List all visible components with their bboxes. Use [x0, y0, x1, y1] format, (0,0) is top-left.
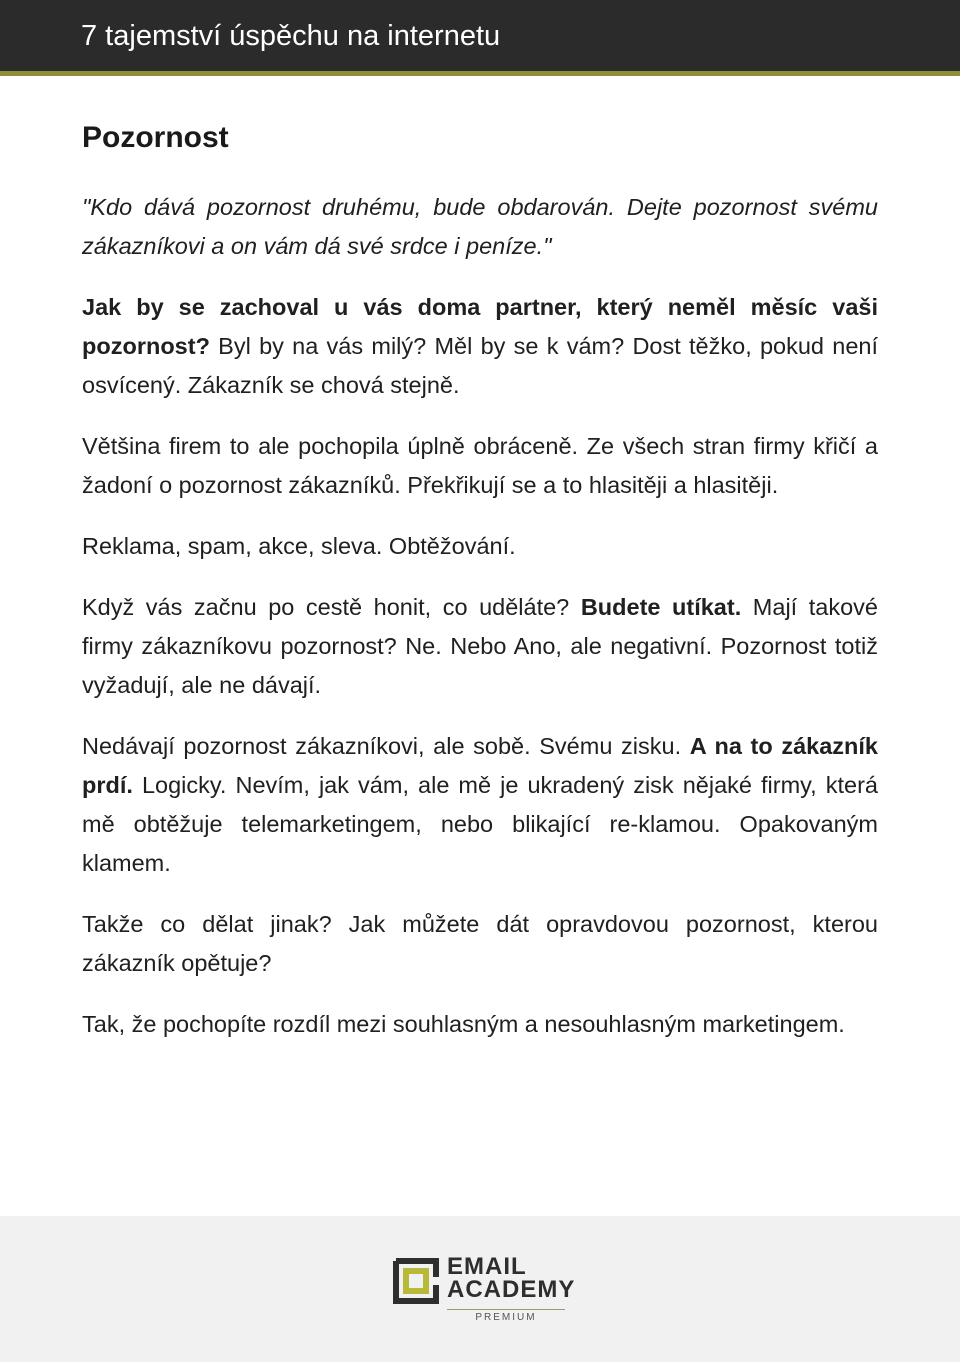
email-academy-logo: [392, 1253, 582, 1329]
paragraph-5-bold: A na to zákazník prdí.: [82, 733, 878, 798]
page-content: [82, 118, 878, 1066]
paragraph-4-text-b: Mají takové firmy zákazníkovu pozornost? Ne. Nebo Ano, ale negativní. Pozornost totiž vyžadují, ale ne dávají.: [82, 594, 878, 698]
document-title: 7 tajemství úspěchu na internetu: [81, 20, 501, 52]
logo-text-line-1: EMAIL: [447, 1253, 527, 1280]
paragraph-4-bold: Budete utíkat.: [580, 594, 742, 620]
header-bar: [0, 0, 960, 76]
logo-text-line-3: PREMIUM: [447, 1309, 565, 1323]
paragraph-2: Většina firem to ale pochopila úplně obráceně. Ze všech stran firmy křičí a žadoní o pozornost zákazníků. Překřikují se a to hlasitěji a hlasitěji.: [82, 433, 878, 498]
logo-text-line-2: ACADEMY: [447, 1276, 576, 1303]
paragraph-4-text-a: Když vás začnu po cestě honit, co uděláte?: [82, 594, 581, 620]
quote-paragraph: "Kdo dává pozornost druhému, bude obdarován. Dejte pozornost svému zákazníkovi a on vám dá své srdce i peníze.": [82, 194, 878, 259]
section-title: Pozornost: [82, 121, 229, 154]
paragraph-5-text-a: Nedávají pozornost zákazníkovi, ale sobě. Svému zisku.: [82, 733, 690, 759]
paragraph-5-text-b: Logicky. Nevím, jak vám, ale mě je ukradený zisk nějaké firmy, která mě obtěžuje telemarketingem, nebo blikající re-klamou. Opakovaným klamem.: [82, 772, 878, 876]
paragraph-7: Tak, že pochopíte rozdíl mezi souhlasným a nesouhlasným marketingem.: [82, 1011, 845, 1037]
paragraph-4: [82, 588, 878, 705]
paragraph-6: Takže co dělat jinak? Jak můžete dát opravdovou pozornost, kterou zákazník opětuje?: [82, 911, 878, 976]
paragraph-1-bold: Jak by se zachoval u vás doma partner, který neměl měsíc vaši pozornost?: [82, 294, 878, 359]
paragraph-1: [82, 288, 878, 405]
bracket-square-icon: [392, 1257, 440, 1305]
paragraph-3: Reklama, spam, akce, sleva. Obtěžování.: [82, 533, 516, 559]
paragraph-5: [82, 727, 878, 883]
paragraph-1-text: Byl by na vás milý? Měl by se k vám? Dost těžko, pokud není osvícený. Zákazník se chová stejně.: [82, 333, 878, 398]
